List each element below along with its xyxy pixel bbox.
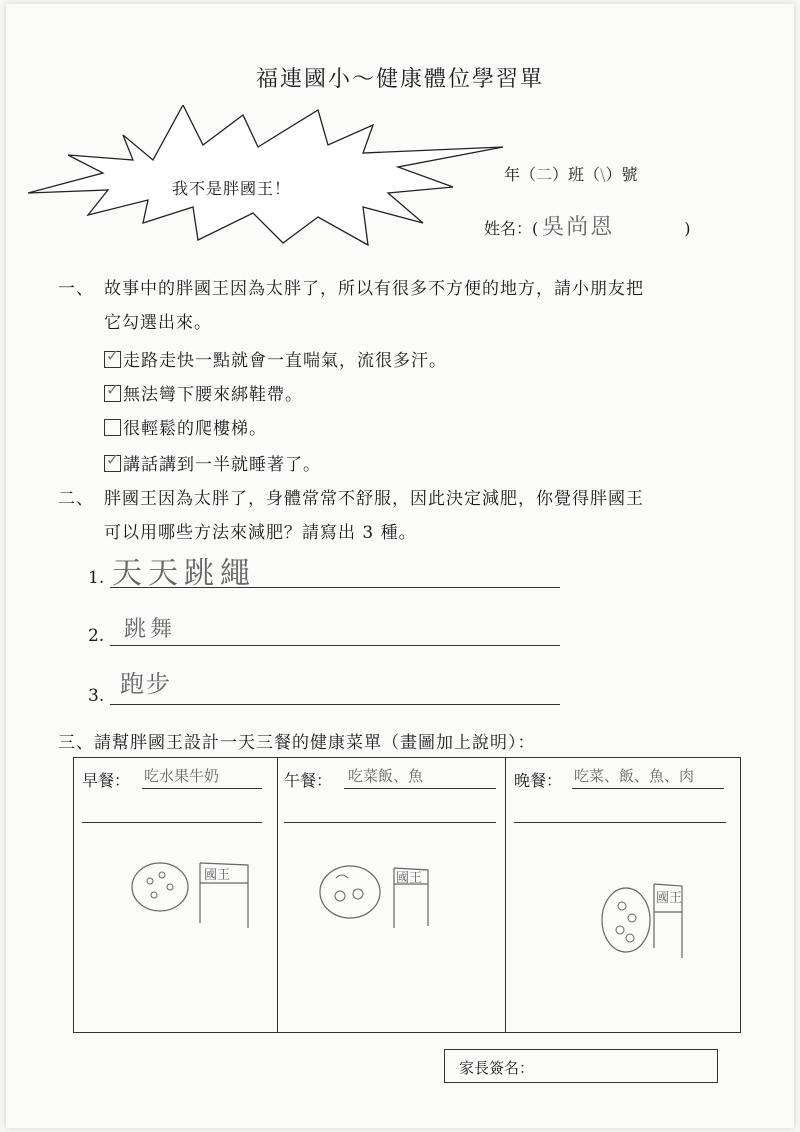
column-divider [505, 758, 506, 1032]
q1-option-2: ✓ 無法彎下腰來綁鞋帶。 [106, 380, 303, 405]
answer-3-line [110, 704, 560, 705]
breakfast-label: 早餐： [82, 771, 131, 790]
q1-text-line2: 它勾選出來。 [104, 313, 212, 333]
q1-option-3: 很輕鬆的爬樓梯。 [104, 414, 267, 439]
lunch-line-1 [344, 788, 496, 789]
q1-number: 一、 [58, 279, 94, 299]
q1-option-1: ✓ 走路走快一點就會一直喘氣，流很多汗。 [106, 346, 447, 371]
parent-signature-label: 家長簽名： [459, 1059, 535, 1077]
breakfast-line-2 [82, 822, 262, 823]
svg-text:國王: 國王 [396, 871, 423, 886]
meal-menu-table [73, 757, 741, 1033]
lunch-answer: 吃菜飯、魚 [348, 767, 424, 785]
answer-2-number: 2. [88, 626, 105, 646]
parent-signature-box[interactable] [444, 1049, 718, 1083]
answer-3-text: 跑步 [120, 670, 172, 698]
answer-1-line [110, 587, 560, 588]
breakfast-answer: 吃水果牛奶 [144, 767, 220, 785]
name-field: 姓名：( 吳尚恩 ) [484, 215, 691, 240]
dinner-line-2 [514, 822, 726, 823]
answer-1-text: 天天跳繩 [112, 556, 256, 591]
column-divider [277, 758, 278, 1032]
svg-text:國王: 國王 [204, 868, 231, 883]
answer-2-text: 跳舞 [124, 617, 177, 642]
svg-text:國王: 國王 [656, 891, 683, 906]
lunch-drawing [316, 856, 446, 936]
answer-3-number: 3. [88, 686, 105, 706]
q2-number: 二、 [58, 489, 94, 509]
checkbox[interactable]: ✓ [104, 351, 121, 368]
q2-text-line2: 可以用哪些方法來減肥？請寫出 3 種。 [104, 523, 417, 543]
worksheet-title: 福連國小～健康體位學習單 [255, 67, 544, 92]
grade-value: 二 [536, 165, 553, 184]
q2-text-line1: 胖國王因為太胖了，身體常常不舒服，因此決定減肥，你覺得胖國王 [104, 489, 644, 509]
class-number-value: \ [600, 165, 606, 184]
answer-2-line [110, 645, 560, 646]
dinner-line-1 [572, 788, 724, 789]
dinner-drawing [594, 878, 714, 968]
checkbox[interactable]: ✓ [104, 455, 121, 472]
breakfast-drawing [130, 853, 260, 933]
dinner-answer: 吃菜、飯、魚、肉 [574, 767, 695, 785]
checkbox[interactable] [104, 419, 121, 436]
q1-option-4: ✓ 講話講到一半就睡著了。 [106, 450, 321, 475]
checkbox[interactable]: ✓ [104, 385, 121, 402]
student-name: 吳尚恩 [542, 215, 615, 240]
answer-1-number: 1. [88, 568, 105, 588]
class-info: 年（二）班（\）號 [504, 165, 638, 184]
q3-text: 三、請幫胖國王設計一天三餐的健康菜單（畫圖加上說明）： [58, 733, 536, 753]
q1-text-line1: 故事中的胖國王因為太胖了，所以有很多不方便的地方，請小朋友把 [104, 279, 644, 299]
starburst-text: 我不是胖國王！ [172, 179, 292, 198]
lunch-line-2 [284, 822, 496, 823]
breakfast-line-1 [142, 788, 262, 789]
lunch-label: 午餐： [284, 771, 333, 790]
dinner-label: 晚餐： [514, 771, 563, 790]
